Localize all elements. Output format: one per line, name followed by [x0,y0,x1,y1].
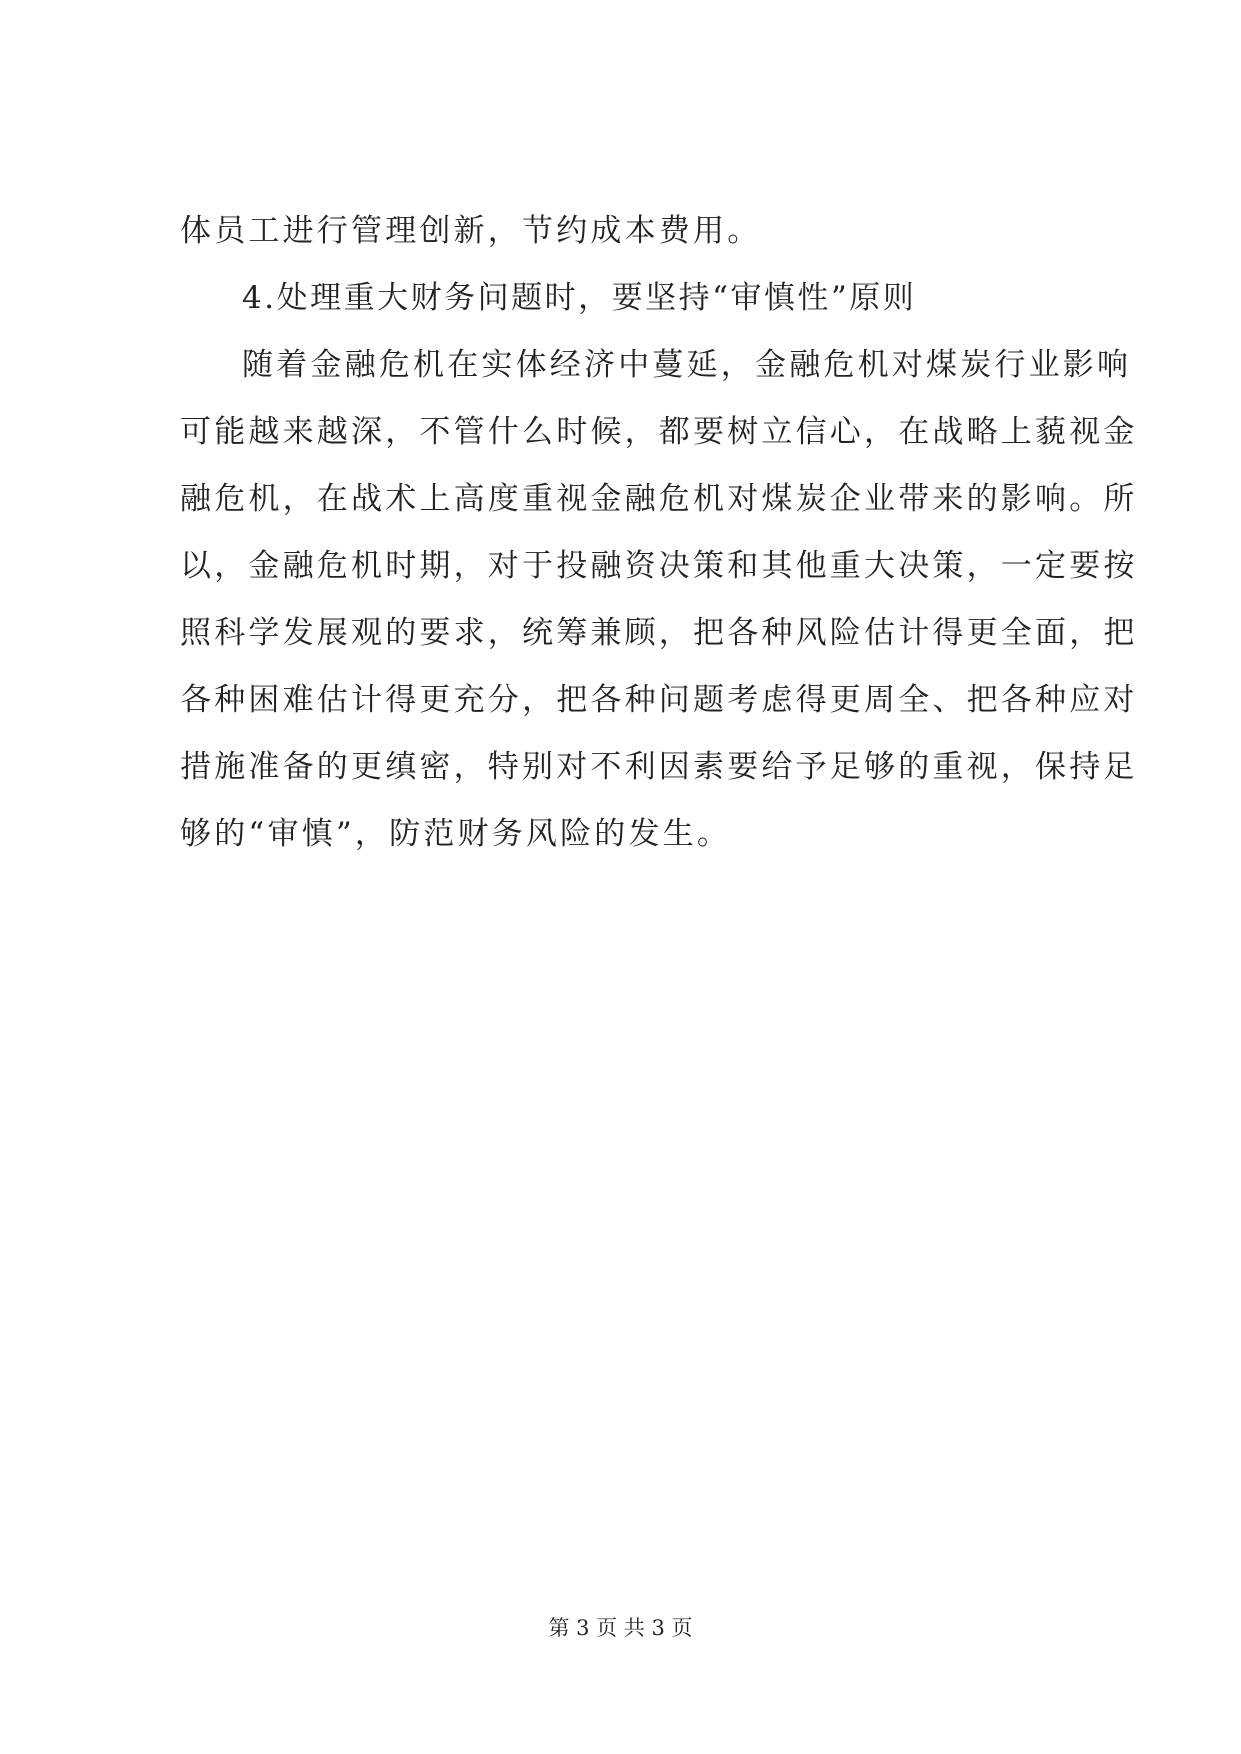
paragraph-line: 措施准备的更缜密，特别对不利因素要给予足够的重视，保持足 [180,749,1138,785]
paragraph-line: 融危机，在战术上高度重视金融危机对煤炭企业带来的影响。所 [180,481,1138,517]
paragraph-line: 随着金融危机在实体经济中蔓延，金融危机对煤炭行业影响 [242,347,1132,383]
document-body [180,198,1138,868]
section-heading: 4.处理重大财务问题时，要坚持“审慎性”原则 [242,280,917,316]
page-number-footer: 第 3 页 共 3 页 [548,1616,693,1640]
paragraph-line: 照科学发展观的要求，统筹兼顾，把各种风险估计得更全面，把 [180,615,1138,651]
paragraph-continuation-line: 体员工进行管理创新，节约成本费用。 [180,213,762,249]
paragraph-line: 各种困难估计得更充分，把各种问题考虑得更周全、把各种应对 [180,682,1138,718]
paragraph-line: 够的“审慎”，防范财务风险的发生。 [180,816,732,852]
paragraph-line: 可能越来越深，不管什么时候，都要树立信心，在战略上藐视金 [180,414,1138,450]
paragraph-line: 以，金融危机时期，对于投融资决策和其他重大决策，一定要按 [180,548,1138,584]
